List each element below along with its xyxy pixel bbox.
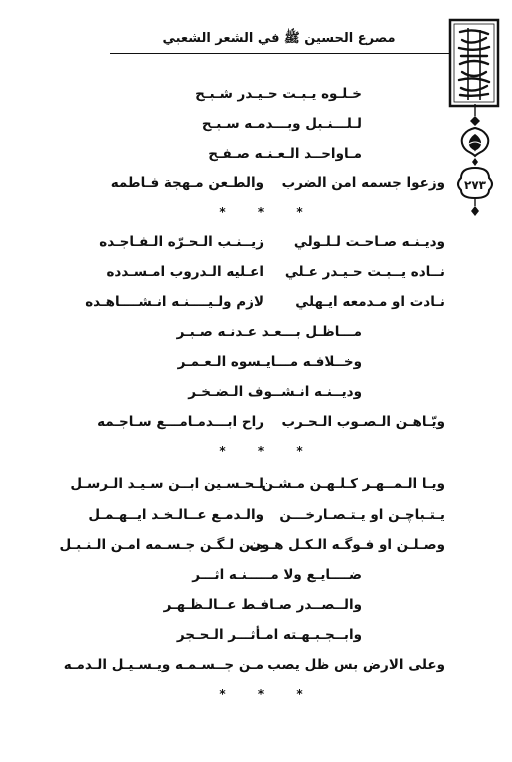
poem-verse-left: زيــنـب الـحـرّه الـفـاجـده <box>99 234 264 250</box>
poem-verse-left: لـحـسـين ابــن سـيـد الـرسـل <box>70 476 264 492</box>
poem-line: وابــجـبـهـته امـأثـــر الـحـجر <box>176 627 362 643</box>
poem-verse-right: نـادت او مـدمعه ايـهلي <box>295 294 445 310</box>
poem-verse-left: لازم ولـيــــنـه انـشــــاهـده <box>85 294 264 310</box>
poem-verse-right: ويـا الـمــهـر كـلـهـن مـشـن <box>261 476 445 492</box>
poem-verse-left: مـن لـگـن جـسـمه امـن الـنـبـل <box>59 537 264 553</box>
poem-verse-left: مـن جــسـمـه ويـسـيـل الـدمـه <box>63 657 264 673</box>
running-header-title: مصرع الحسين ﷺ في الشعر الشعبي <box>162 31 396 46</box>
poem-verse-right: وصـلـن او فـوگـه الـكـل هـون <box>249 537 445 553</box>
poem-verse-left: والـدمـع عــالـخـد ايــهـمـل <box>88 507 264 523</box>
page-number: ٢٧٣ <box>464 178 486 192</box>
poem-line: لـلـــنـبل وبـــدمـه سـبـح <box>201 116 362 132</box>
poem-verse-left: راح ابـــدمـامـــع سـاجـمه <box>97 414 264 430</box>
poem-verse-left: والطـعن مـهجة فـاطمه <box>110 175 264 191</box>
poem-verse-left: اعـليه الـدروب امـسـدده <box>106 264 264 280</box>
poem-verse-right: وعلى الارض بس ظل يصب <box>267 657 445 673</box>
poem-verse-right: يـتـباچـن او يـتـصـارخـــن <box>279 507 445 523</box>
stanza-separator: * * * <box>219 205 317 219</box>
poem-line: وخــلافـه مـــايـسوه الـعـمـر <box>177 354 362 370</box>
poem-line: وديــنـه انـشــوف الـضـخـر <box>188 384 362 400</box>
poem-line: والــصــدر صـافـط عــالـظـهـر <box>163 597 362 613</box>
stanza-separator: * * * <box>219 687 317 701</box>
stanza-separator: * * * <box>219 444 317 458</box>
poem-line: مـــاظـل بـــعـد عـدنـه صـبـر <box>176 324 362 340</box>
poem-line: مـاواحــد الـعـنـه صـفـح <box>208 146 362 162</box>
poem-verse-right: ويّـاهـن الـصـوب الـحـرب <box>281 414 445 430</box>
poem-verse-right: وديـنـه صـاحـت لـلـولي <box>293 234 445 250</box>
poem-verse-right: نــاده يــبـت حـيـدر عـلي <box>284 264 445 280</box>
poem-line: ضــــايـع ولا مـــــنـه اثـــر <box>192 567 362 583</box>
poem-verse-right: وزعوا جسمه امن الضرب <box>281 175 445 191</box>
poem-line: خـلـوه يـبـت حـيـدر شـبـح <box>195 86 362 102</box>
